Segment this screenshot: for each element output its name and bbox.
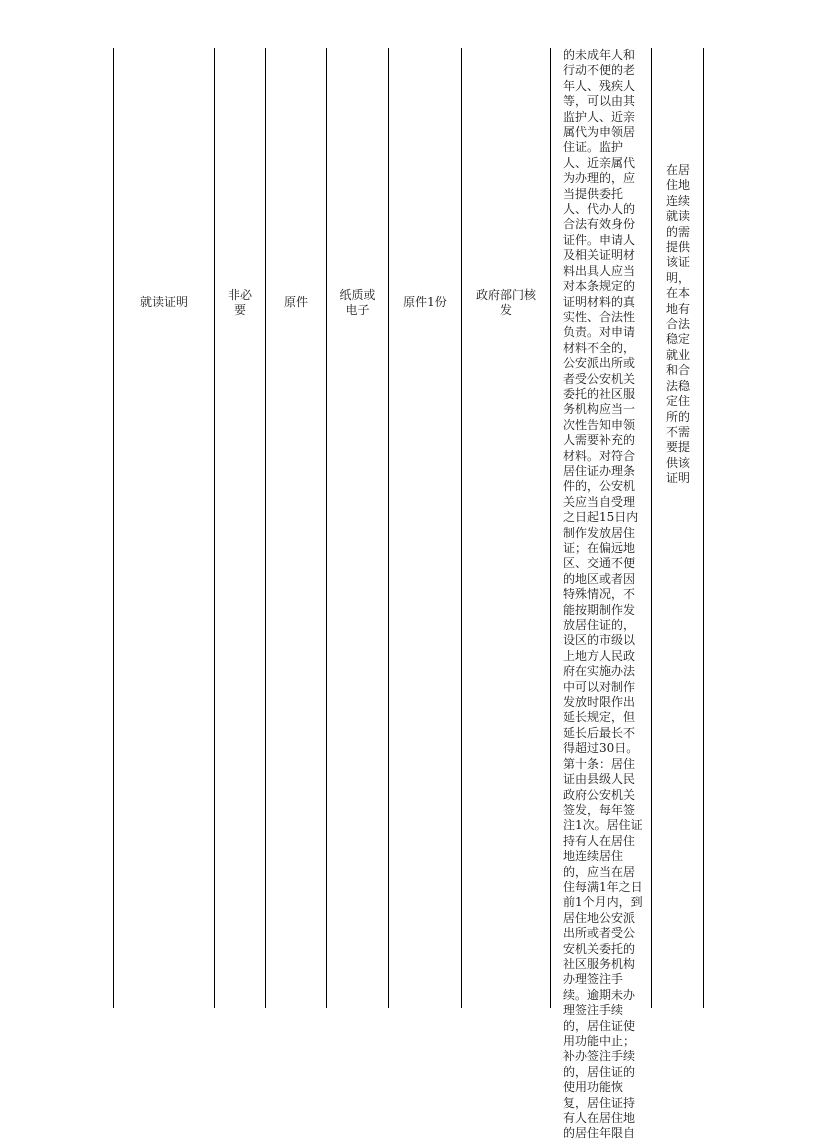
remark-cell: 在居住地连续就读的需提供该证明，在本地有合法稳定就业和合法稳定住所的不需要提供该证明 [665, 163, 690, 486]
material-name-cell: 就读证明 [139, 295, 188, 309]
column-divider [461, 48, 462, 1008]
column-divider [388, 48, 389, 1008]
column-divider [113, 48, 114, 1008]
column-divider [214, 48, 215, 1008]
requirement-text-cell: 的未成年人和行动不便的老年人、残疾人等，可以由其监护人、近亲属代为申领居住证。监护人、近亲属代为办理的，应当提供委托人、代办人的合法有效身份证件。申请人及相关证明材料出具人应当对本条规定的证明材料的真实性、合法性负责。对申请材料不全的，公安派出所或者受公安机关委托的社区服务机构应当一次性告知申领人需要补充的材料。对符合居住证办理条件的，公安机关应当自受理之日起15日内制作发放居住证；在偏远地区、交通不便的地区或者因特殊情况，不能按期制作发放居住证的，设区的市级以上地方人民政府在实施办法中可以对制作发放时限作出延长规定，但延长后最长不得超过30日。 第十条：居住证由县级人民政府公安机关签发，每年签注1次。居住证持有人在居住地连续居住的，应当在居住每满1年之日前1个月内，到居住地公安派出所或者受公安机关委托的社区服务机构办理签注手续。逾期未办理签注手续的，居住证使用功能中止；补办签注手续的，居住证的使用功能恢复，居住证持有人在居住地的居住年限自 [563, 48, 643, 1141]
column-divider [703, 48, 704, 1008]
necessity-cell: 非必 要 [227, 288, 252, 317]
column-divider [326, 48, 327, 1008]
source-cell: 政府部门核 发 [475, 288, 536, 317]
column-divider [265, 48, 266, 1008]
material-form-cell: 原件 [283, 295, 308, 309]
column-divider [651, 48, 652, 1008]
copies-cell: 原件1份 [403, 295, 447, 309]
column-divider [550, 48, 551, 1008]
medium-cell: 纸质或 电子 [339, 288, 376, 317]
